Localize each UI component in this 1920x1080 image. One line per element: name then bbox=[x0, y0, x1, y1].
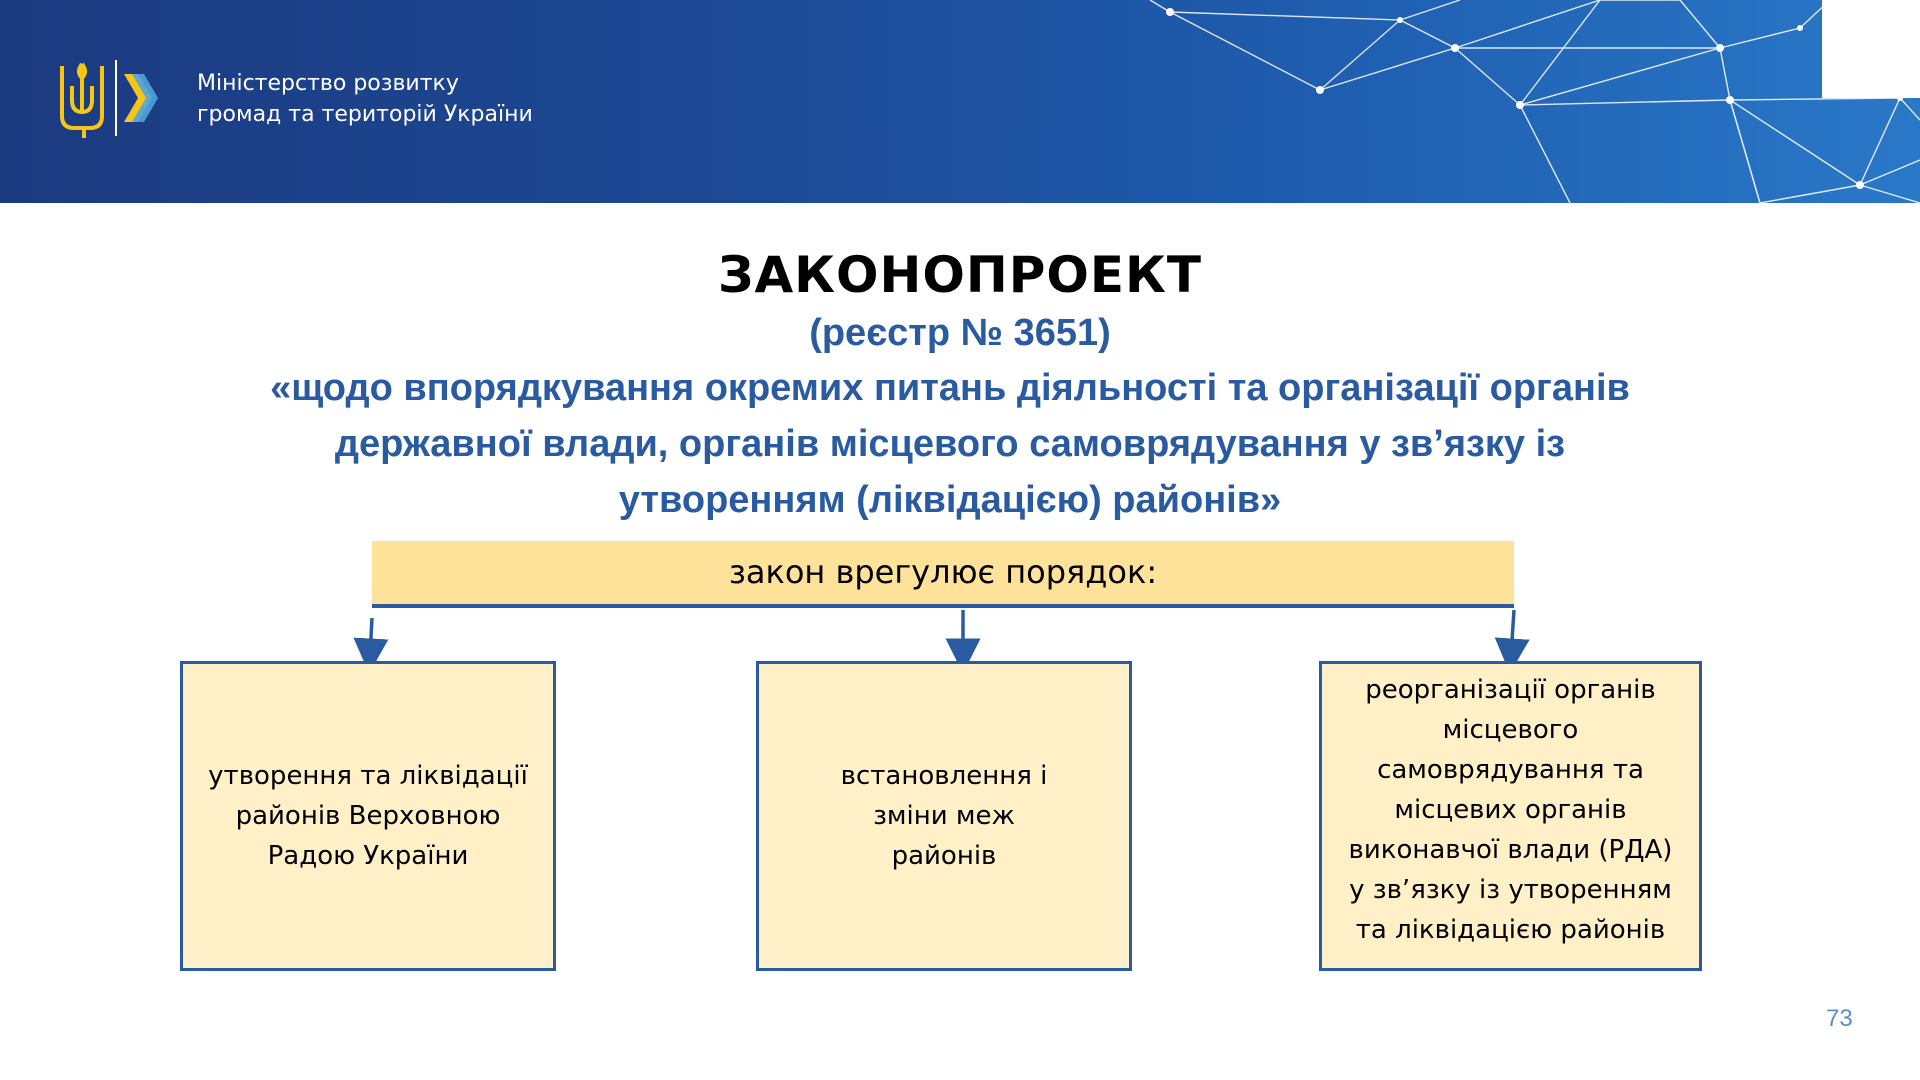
box-line: самоврядування та bbox=[1377, 755, 1644, 785]
page-number: 73 bbox=[1826, 1005, 1853, 1032]
scope-box-reorganization bbox=[1319, 661, 1702, 971]
box-line: у зв’язку із утворенням bbox=[1349, 875, 1672, 905]
box-line: місцевих органів bbox=[1394, 795, 1627, 825]
box-line: встановлення і bbox=[840, 761, 1048, 791]
box-line: місцевого bbox=[1442, 715, 1579, 745]
scope-box-formation bbox=[180, 661, 556, 971]
box-line: зміни меж bbox=[873, 801, 1015, 831]
box-line: виконавчої влади (РДА) bbox=[1348, 835, 1673, 865]
box-line: реорганізації органів bbox=[1365, 675, 1656, 705]
box-line: Радою України bbox=[267, 841, 469, 871]
box-line: районів bbox=[891, 841, 997, 871]
page-title: ЗАКОНОПРОЕКТ bbox=[717, 246, 1203, 304]
box-line: утворення та ліквідації bbox=[208, 761, 528, 791]
subtitle-line: утворенням (ліквідацією) районів» bbox=[618, 479, 1282, 521]
registry-number: (реєстр № 3651) bbox=[809, 312, 1111, 354]
subtitle-line: державної влади, органів місцевого самоврядування у зв’язку із bbox=[334, 423, 1566, 465]
ministry-name-line-1: Міністерство розвитку bbox=[197, 71, 459, 96]
rule-bar: закон врегулює порядок: bbox=[372, 541, 1514, 608]
arrow-to-box-1 bbox=[370, 618, 372, 656]
ministry-name-line-2: громад та територій України bbox=[197, 102, 533, 127]
box-line: та ліквідацією районів bbox=[1355, 915, 1666, 945]
arrow-to-box-3 bbox=[1511, 610, 1514, 656]
scope-box-boundaries bbox=[756, 661, 1132, 971]
subtitle-line: «щодо впорядкування окремих питань діяльності та організації органів bbox=[270, 367, 1630, 409]
box-line: районів Верховною bbox=[235, 801, 501, 831]
